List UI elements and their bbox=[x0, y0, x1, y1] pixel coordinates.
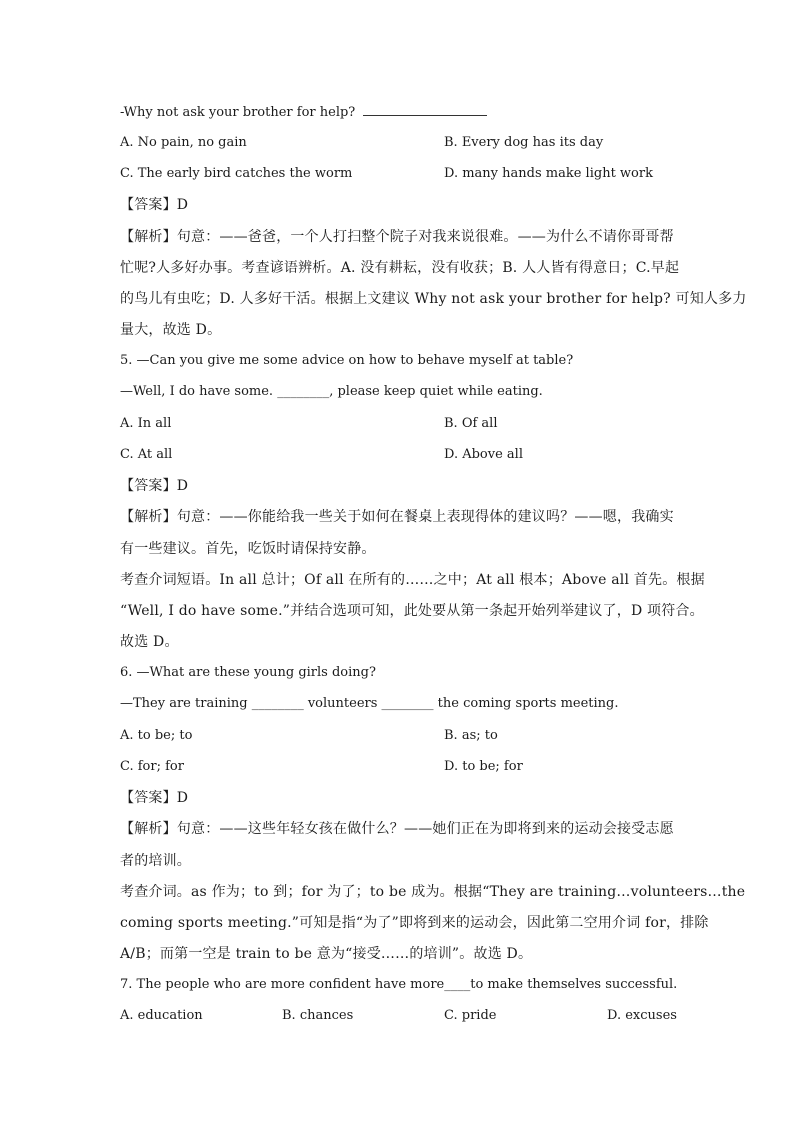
q5-option-c: C. At all bbox=[120, 447, 173, 462]
q4-analysis-line: 忙呢?人多好办事。考查谚语辨析。A. 没有耕耘，没有收获；B. 人人皆有得意日；C.早起 bbox=[120, 260, 680, 276]
answer-blank bbox=[363, 101, 487, 116]
q5-option-d: D. Above all bbox=[444, 447, 523, 462]
q7-stem: 7. The people who are more confident have more____to make themselves successful. bbox=[120, 977, 678, 992]
q4-analysis-line: 量大，故选 D。 bbox=[120, 322, 222, 338]
q6-stem-line: 6. —What are these young girls doing? bbox=[120, 665, 376, 680]
q4-answer: 【答案】D bbox=[120, 197, 189, 213]
q5-analysis-line: 有一些建议。首先，吃饭时请保持安静。 bbox=[120, 541, 376, 557]
q4-option-a: A. No pain, no gain bbox=[120, 135, 247, 150]
q6-analysis-line: 【解析】句意：——这些年轻女孩在做什么？——她们正在为即将到来的运动会接受志愿 bbox=[120, 821, 674, 837]
q4-analysis-line: 的鸟儿有虫吃；D. 人多好干活。根据上文建议 Why not ask your brother for help? 可知人多力 bbox=[120, 291, 747, 307]
q6-answer: 【答案】D bbox=[120, 790, 189, 806]
q5-analysis-line: “Well, I do have some.”并结合选项可知，此处要从第一条起开始列举建议了，D 项符合。 bbox=[120, 603, 704, 619]
q7-options-row bbox=[120, 1005, 677, 1027]
q6-analysis-line: 者的培训。 bbox=[120, 853, 191, 869]
q6-option-c: C. for; for bbox=[120, 759, 184, 774]
q4-stem-text: -Why not ask your brother for help? bbox=[120, 105, 360, 120]
q4-options-row2 bbox=[120, 163, 674, 185]
q5-stem-line: 5. —Can you give me some advice on how to behave myself at table? bbox=[120, 353, 574, 368]
q4-option-d: D. many hands make light work bbox=[444, 166, 653, 181]
q4-option-c: C. The early bird catches the worm bbox=[120, 166, 353, 181]
q5-stem-line: —Well, I do have some. ________, please keep quiet while eating. bbox=[120, 384, 543, 399]
q4-stem bbox=[120, 101, 674, 123]
q5-options-row2 bbox=[120, 444, 674, 466]
q7-option-a: A. education bbox=[120, 1008, 203, 1023]
q5-analysis-line: 考查介词短语。In all 总计；Of all 在所有的……之中；At all 根本；Above all 首先。根据 bbox=[120, 572, 705, 588]
q6-options-row2 bbox=[120, 756, 674, 778]
q4-options-row1 bbox=[120, 132, 674, 154]
q4-analysis-line: 【解析】句意：——爸爸，一个人打扫整个院子对我来说很难。——为什么不请你哥哥帮 bbox=[120, 229, 674, 245]
q5-answer: 【答案】D bbox=[120, 478, 189, 494]
q6-analysis-line: A/B；而第一空是 train to be 意为“接受……的培训”。故选 D。 bbox=[120, 946, 533, 962]
q6-analysis-line: 考查介词。as 作为；to 到；for 为了；to be 成为。根据“They are training…volunteers…the bbox=[120, 884, 746, 900]
q5-option-a: A. In all bbox=[120, 416, 172, 431]
q6-option-b: B. as; to bbox=[444, 728, 498, 743]
q7-option-b: B. chances bbox=[282, 1008, 354, 1023]
q7-option-c: C. pride bbox=[444, 1008, 497, 1023]
q6-options-row1 bbox=[120, 725, 674, 747]
q6-analysis-line: coming sports meeting.”可知是指“为了”即将到来的运动会，因此第二空用介词 for，排除 bbox=[120, 915, 709, 931]
q5-analysis-line: 故选 D。 bbox=[120, 634, 179, 650]
q5-option-b: B. Of all bbox=[444, 416, 498, 431]
q6-option-a: A. to be; to bbox=[120, 728, 193, 743]
q4-option-b: B. Every dog has its day bbox=[444, 135, 604, 150]
q5-options-row1 bbox=[120, 413, 674, 435]
q7-option-d: D. excuses bbox=[607, 1008, 677, 1023]
q6-stem-line: —They are training ________ volunteers ________ the coming sports meeting. bbox=[120, 696, 619, 711]
q5-analysis-line: 【解析】句意：——你能给我一些关于如何在餐桌上表现得体的建议吗？——嗯，我确实 bbox=[120, 509, 674, 525]
q6-option-d: D. to be; for bbox=[444, 759, 523, 774]
